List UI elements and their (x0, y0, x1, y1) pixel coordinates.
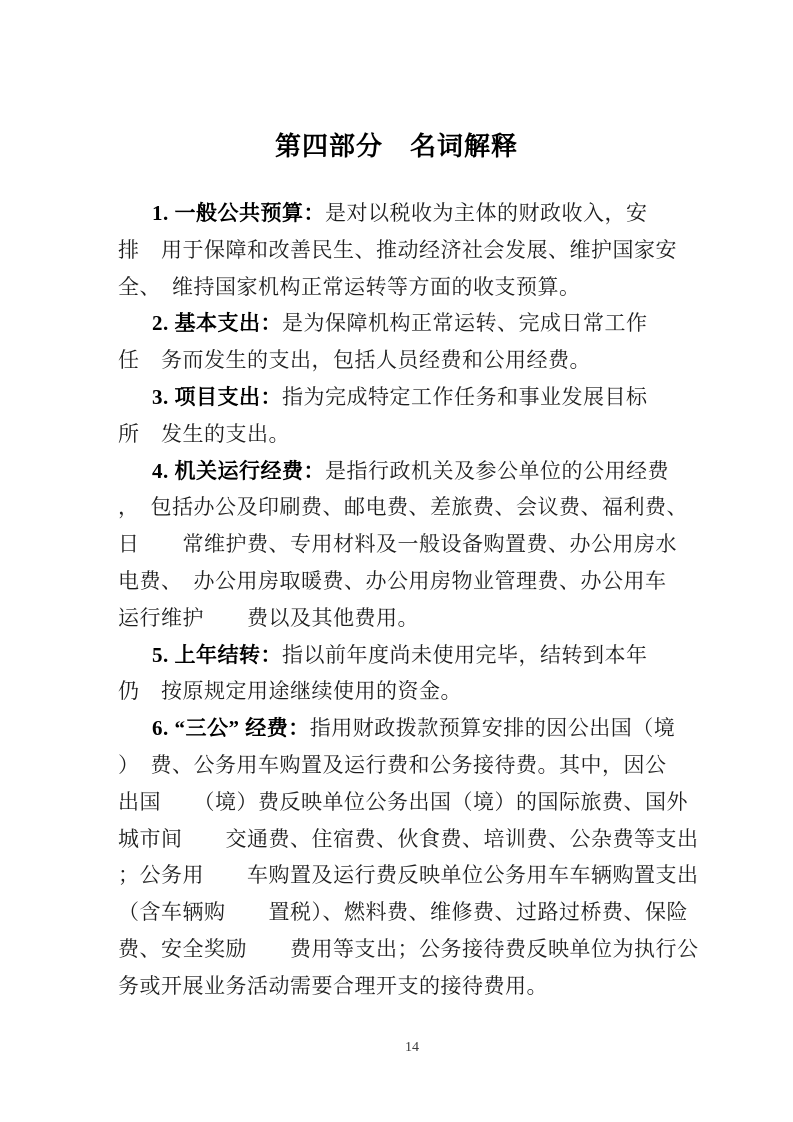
document-body (118, 195, 706, 1005)
definition-paragraph-1 (118, 195, 706, 305)
text-line: 运行维护 费以及其他费用。 (118, 605, 419, 630)
term-label: 1. 一般公共预算： (152, 201, 325, 225)
term-label: 5. 上年结转： (152, 642, 282, 667)
definition-paragraph-6 (118, 710, 706, 1004)
text-line (118, 453, 706, 490)
text-line: 全、 维持国家机构正常运转等方面的收支预算。 (118, 274, 581, 299)
text-line: 出国 （境）费反映单位公务出国（境）的国际旅费、国外 (118, 789, 688, 814)
definition-paragraph-4 (118, 453, 706, 637)
page-title: 第四部分 名词解释 (274, 131, 518, 162)
text-line (118, 637, 706, 674)
text-line: ， 包括办公及印刷费、邮电费、差旅费、会议费、福利费、 (118, 495, 688, 520)
text-line: 所 发生的支出。 (118, 421, 290, 446)
term-label: 2. 基本支出： (152, 311, 282, 336)
text-line: 日 常维护费、专用材料及一般设备购置费、办公用房水 (118, 532, 677, 557)
text-line: （含车辆购 置税）、燃料费、维修费、过路过桥费、保险 (118, 900, 688, 925)
text-line: ；公务用 车购置及运行费反映单位公务用车车辆购置支出 (118, 863, 699, 888)
definition-text: 是指行政机关及参公单位的公用经费 (325, 458, 669, 483)
definition-text: 是为保障机构正常运转、完成日常工作 (282, 311, 648, 336)
text-line: 费、安全奖励 费用等支出；公务接待费反映单位为执行公 (118, 936, 699, 961)
text-line: 仍 按原规定用途继续使用的资金。 (118, 679, 462, 704)
definition-paragraph-5 (118, 637, 706, 711)
page-number: 14 (405, 1040, 419, 1055)
term-label: 6. “三公” 经费： (152, 716, 310, 741)
definition-text: 指用财政拨款预算安排的因公出国（境 (309, 716, 676, 741)
text-line (118, 379, 706, 416)
definition-text: 是对以税收为主体的财政收入，安 (325, 201, 648, 225)
text-line (118, 195, 706, 232)
term-label: 3. 项目支出： (152, 384, 282, 409)
text-line: 排 用于保障和改善民生、推动经济社会发展、维护国家安 (118, 237, 677, 262)
text-line (118, 710, 706, 747)
term-label: 4. 机关运行经费： (152, 458, 325, 483)
definition-text: 指为完成特定工作任务和事业发展目标 (282, 384, 648, 409)
text-line: 任 务而发生的支出，包括人员经费和公用经费。 (118, 348, 591, 373)
text-line (118, 305, 706, 342)
definition-paragraph-3 (118, 379, 706, 453)
text-line: 务或开展业务活动需要合理开支的接待费用。 (118, 973, 548, 998)
text-line: 城市间 交通费、住宿费、伙食费、培训费、公杂费等支出 (118, 826, 699, 851)
text-line: ） 费、公务用车购置及运行费和公务接待费。其中，因公 (118, 752, 667, 777)
definition-text: 指以前年度尚未使用完毕，结转到本年 (282, 642, 648, 667)
text-line: 电费、 办公用房取暖费、办公用房物业管理费、办公用车 (118, 568, 667, 593)
definition-paragraph-2 (118, 305, 706, 379)
